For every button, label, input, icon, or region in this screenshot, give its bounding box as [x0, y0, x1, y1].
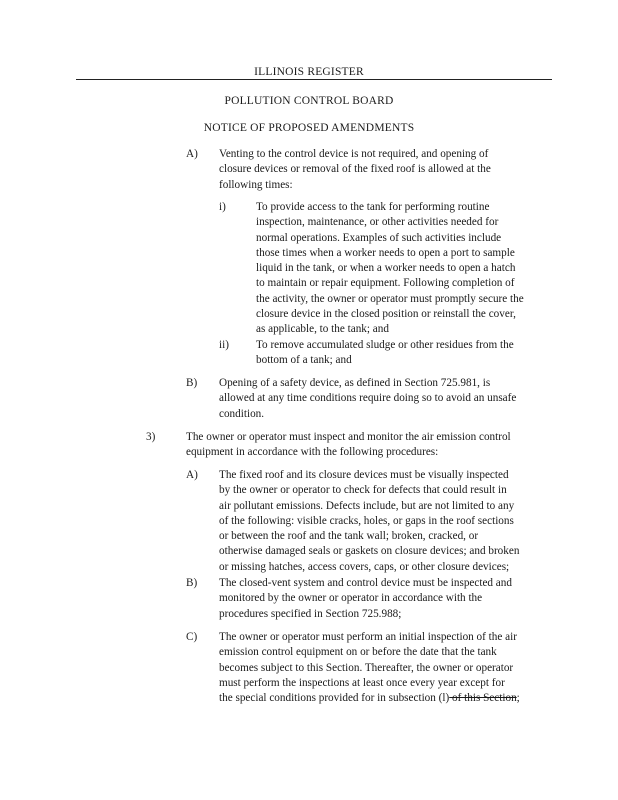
text-line: the activity, the owner or operator must promptly secure the — [256, 292, 524, 305]
item-a-i-text — [256, 200, 524, 338]
item-a-ii-text — [256, 338, 514, 369]
last-line-text: the special conditions provided for in subsection (l) — [219, 692, 450, 705]
item-a-label: A) — [186, 148, 198, 160]
text-line: Opening of a safety device, as defined in Section 725.981, is — [219, 377, 491, 389]
text-line: must perform the inspections at least once every year except for — [219, 676, 505, 689]
board-title: POLLUTION CONTROL BOARD — [224, 95, 394, 107]
item-b-text — [219, 376, 516, 422]
text-line: becomes subject to this Section. Thereafter, the owner or operator — [219, 661, 514, 674]
text-line: To provide access to the tank for performing routine — [256, 201, 490, 213]
text-line: allowed at any time conditions require doing so to avoid an unsafe — [219, 392, 517, 405]
text-line-last — [219, 691, 520, 706]
text-line: or missing hatches, access covers, caps, or other closure devices; — [219, 560, 510, 573]
text-line: The fixed roof and its closure devices must be visually inspected — [219, 469, 509, 481]
text-line: equipment in accordance with the following procedures: — [186, 446, 439, 459]
text-line: procedures specified in Section 725.988; — [219, 607, 402, 620]
notice-title: NOTICE OF PROPOSED AMENDMENTS — [203, 122, 415, 134]
text-line: closure devices or removal of the fixed roof is allowed at the — [219, 163, 491, 176]
text-line: emission control equipment on or before the date that the tank — [219, 646, 497, 659]
text-line: Venting to the control device is not required, and opening of — [219, 148, 489, 160]
item-3c-label: C) — [186, 631, 198, 643]
last-line-end: ; — [516, 692, 520, 705]
item-a-text — [219, 147, 491, 193]
text-line: those times when a worker needs to open a port to sample — [256, 246, 515, 259]
item-a-i-label: i) — [219, 201, 226, 213]
register-title: ILLINOIS REGISTER — [254, 66, 364, 78]
text-line: air pollutant emissions. Defects include, but are not limited to any — [219, 499, 515, 512]
text-line: or between the roof and the tank wall; broken, cracked, or — [219, 530, 479, 543]
text-line: closure device in the closed position or reinstall the cover, — [256, 308, 516, 321]
text-line: to maintain or repair equipment. Following completion of — [256, 277, 515, 290]
item-a-ii-label: ii) — [219, 339, 229, 351]
item-3b-label: B) — [186, 577, 198, 589]
text-line: liquid in the tank, or when a worker needs to open a hatch — [256, 262, 516, 275]
header-rule — [76, 79, 552, 80]
item-3c-text — [219, 630, 520, 706]
text-line: of the following: visible cracks, holes, or gaps in the roof sections — [219, 514, 514, 527]
text-line: by the owner or operator to check for defects that could result in — [219, 484, 507, 497]
text-line: condition. — [219, 407, 265, 420]
struck-text: of this Section — [449, 692, 517, 705]
text-line: The owner or operator must inspect and monitor the air emission control — [186, 431, 511, 443]
item-3a-label: A) — [186, 469, 198, 481]
text-line: normal operations. Examples of such activities include — [256, 231, 502, 244]
text-line: The owner or operator must perform an initial inspection of the air — [219, 631, 517, 643]
item-3b-text — [219, 576, 512, 622]
text-line: inspection, maintenance, or other activities needed for — [256, 216, 499, 229]
text-line: bottom of a tank; and — [256, 354, 352, 367]
item-b-label: B) — [186, 377, 198, 389]
item-3-label: 3) — [146, 431, 156, 443]
text-line: monitored by the owner or operator in accordance with the — [219, 592, 483, 605]
text-line: following times: — [219, 178, 293, 191]
text-line: as applicable, to the tank; and — [256, 323, 389, 336]
text-line: otherwise damaged seals or gaskets on closure devices; and broken — [219, 545, 520, 558]
item-3a-text — [219, 468, 519, 575]
text-line: To remove accumulated sludge or other residues from the — [256, 339, 514, 351]
item-3-text — [186, 430, 511, 461]
text-line: The closed-vent system and control device must be inspected and — [219, 577, 512, 589]
